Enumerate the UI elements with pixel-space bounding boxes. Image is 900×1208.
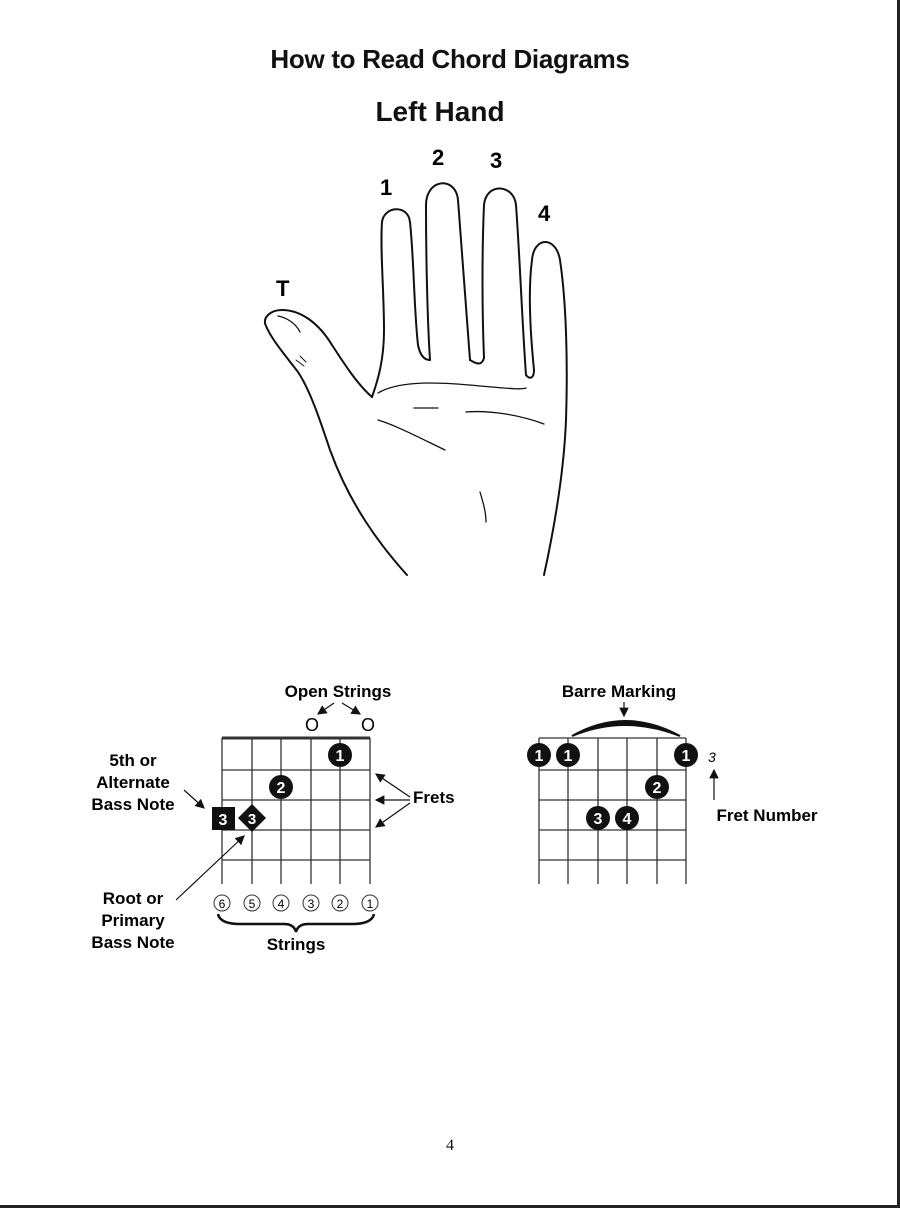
palm-crease-5	[480, 492, 486, 522]
finger-dot-4-right	[615, 806, 639, 830]
fifth-bass-label-line-3: Bass Note	[91, 795, 175, 814]
finger-label-3: 3	[490, 148, 503, 173]
page-subtitle: Left Hand	[375, 96, 505, 127]
fret-number-label: Fret Number	[716, 806, 818, 825]
string-number-3	[303, 895, 319, 911]
string-number-4	[273, 895, 289, 911]
string-number-5	[244, 895, 260, 911]
svg-text:2: 2	[276, 780, 286, 797]
thumb-knuckle-mark	[296, 356, 306, 366]
string-number-1	[362, 895, 378, 911]
page-title: How to Read Chord Diagrams	[270, 44, 630, 74]
fifth-bass-label-line-1: 5th or	[109, 751, 157, 770]
barre-dot-string-1	[674, 743, 698, 767]
finger-dot-2	[269, 775, 293, 799]
finger-label-2: 2	[432, 145, 445, 170]
fifth-bass-square-dot	[212, 807, 235, 830]
frets-arrow-bottom	[376, 803, 410, 827]
thumb-outline	[265, 310, 407, 575]
root-bass-arrow	[176, 836, 244, 900]
frets-arrow-top	[376, 774, 410, 797]
svg-text:1: 1	[534, 748, 544, 765]
root-bass-diamond-dot	[238, 804, 266, 832]
svg-text:2: 2	[336, 897, 344, 911]
fret-number: 3	[708, 749, 716, 765]
root-bass-label-line-3: Bass Note	[91, 933, 175, 952]
svg-text:4: 4	[622, 811, 632, 828]
finger-dot-3-right	[586, 806, 610, 830]
open-string-symbol-2: O	[304, 715, 320, 735]
svg-text:4: 4	[277, 897, 285, 911]
palm-crease-1	[378, 383, 526, 393]
barre-marking-label: Barre Marking	[561, 682, 677, 701]
root-bass-label-line-2: Primary	[101, 911, 165, 930]
finger-dot-1	[328, 743, 352, 767]
root-bass-label-line-1: Root or	[102, 889, 164, 908]
finger-label-T: T	[276, 276, 290, 301]
svg-text:5: 5	[248, 897, 256, 911]
open-string-symbol-1: O	[360, 715, 376, 735]
svg-text:3: 3	[593, 811, 603, 828]
chord-diagram-left	[0, 660, 470, 980]
frets-label: Frets	[413, 788, 455, 807]
finger-3-outline	[470, 188, 526, 375]
svg-text:2: 2	[652, 780, 662, 797]
string-number-2	[332, 895, 348, 911]
open-strings-arrow-left	[318, 703, 334, 714]
open-strings-arrow-right	[342, 703, 360, 714]
barre-arc	[572, 721, 680, 736]
string-number-6	[214, 895, 230, 911]
palm-crease-3	[466, 412, 544, 424]
finger-1-outline	[372, 209, 430, 397]
svg-text:6: 6	[218, 897, 226, 911]
fifth-bass-arrow	[184, 790, 204, 808]
barre-dot-string-5	[556, 743, 580, 767]
finger-dot-2-right	[645, 775, 669, 799]
strings-label: Strings	[266, 935, 326, 954]
left-hand-illustration	[0, 0, 900, 600]
svg-text:3: 3	[247, 811, 257, 828]
chord-diagram-right	[470, 660, 870, 910]
palm-crease-4	[378, 420, 445, 450]
finger-label-1: 1	[380, 175, 393, 200]
fifth-bass-label-line-2: Alternate	[96, 773, 170, 792]
svg-text:1: 1	[335, 748, 345, 765]
svg-text:3: 3	[218, 812, 228, 829]
barre-dot-string-6	[527, 743, 551, 767]
open-strings-label: Open Strings	[284, 682, 392, 701]
svg-text:1: 1	[681, 748, 691, 765]
svg-text:1: 1	[366, 897, 374, 911]
svg-text:3: 3	[307, 897, 315, 911]
finger-2-outline	[426, 183, 470, 360]
svg-text:1: 1	[563, 748, 573, 765]
page-number: 4	[446, 1137, 454, 1154]
finger-4-outline	[526, 242, 567, 575]
thumb-nail-line	[278, 316, 300, 332]
finger-label-4: 4	[538, 201, 551, 226]
strings-brace	[218, 914, 374, 932]
